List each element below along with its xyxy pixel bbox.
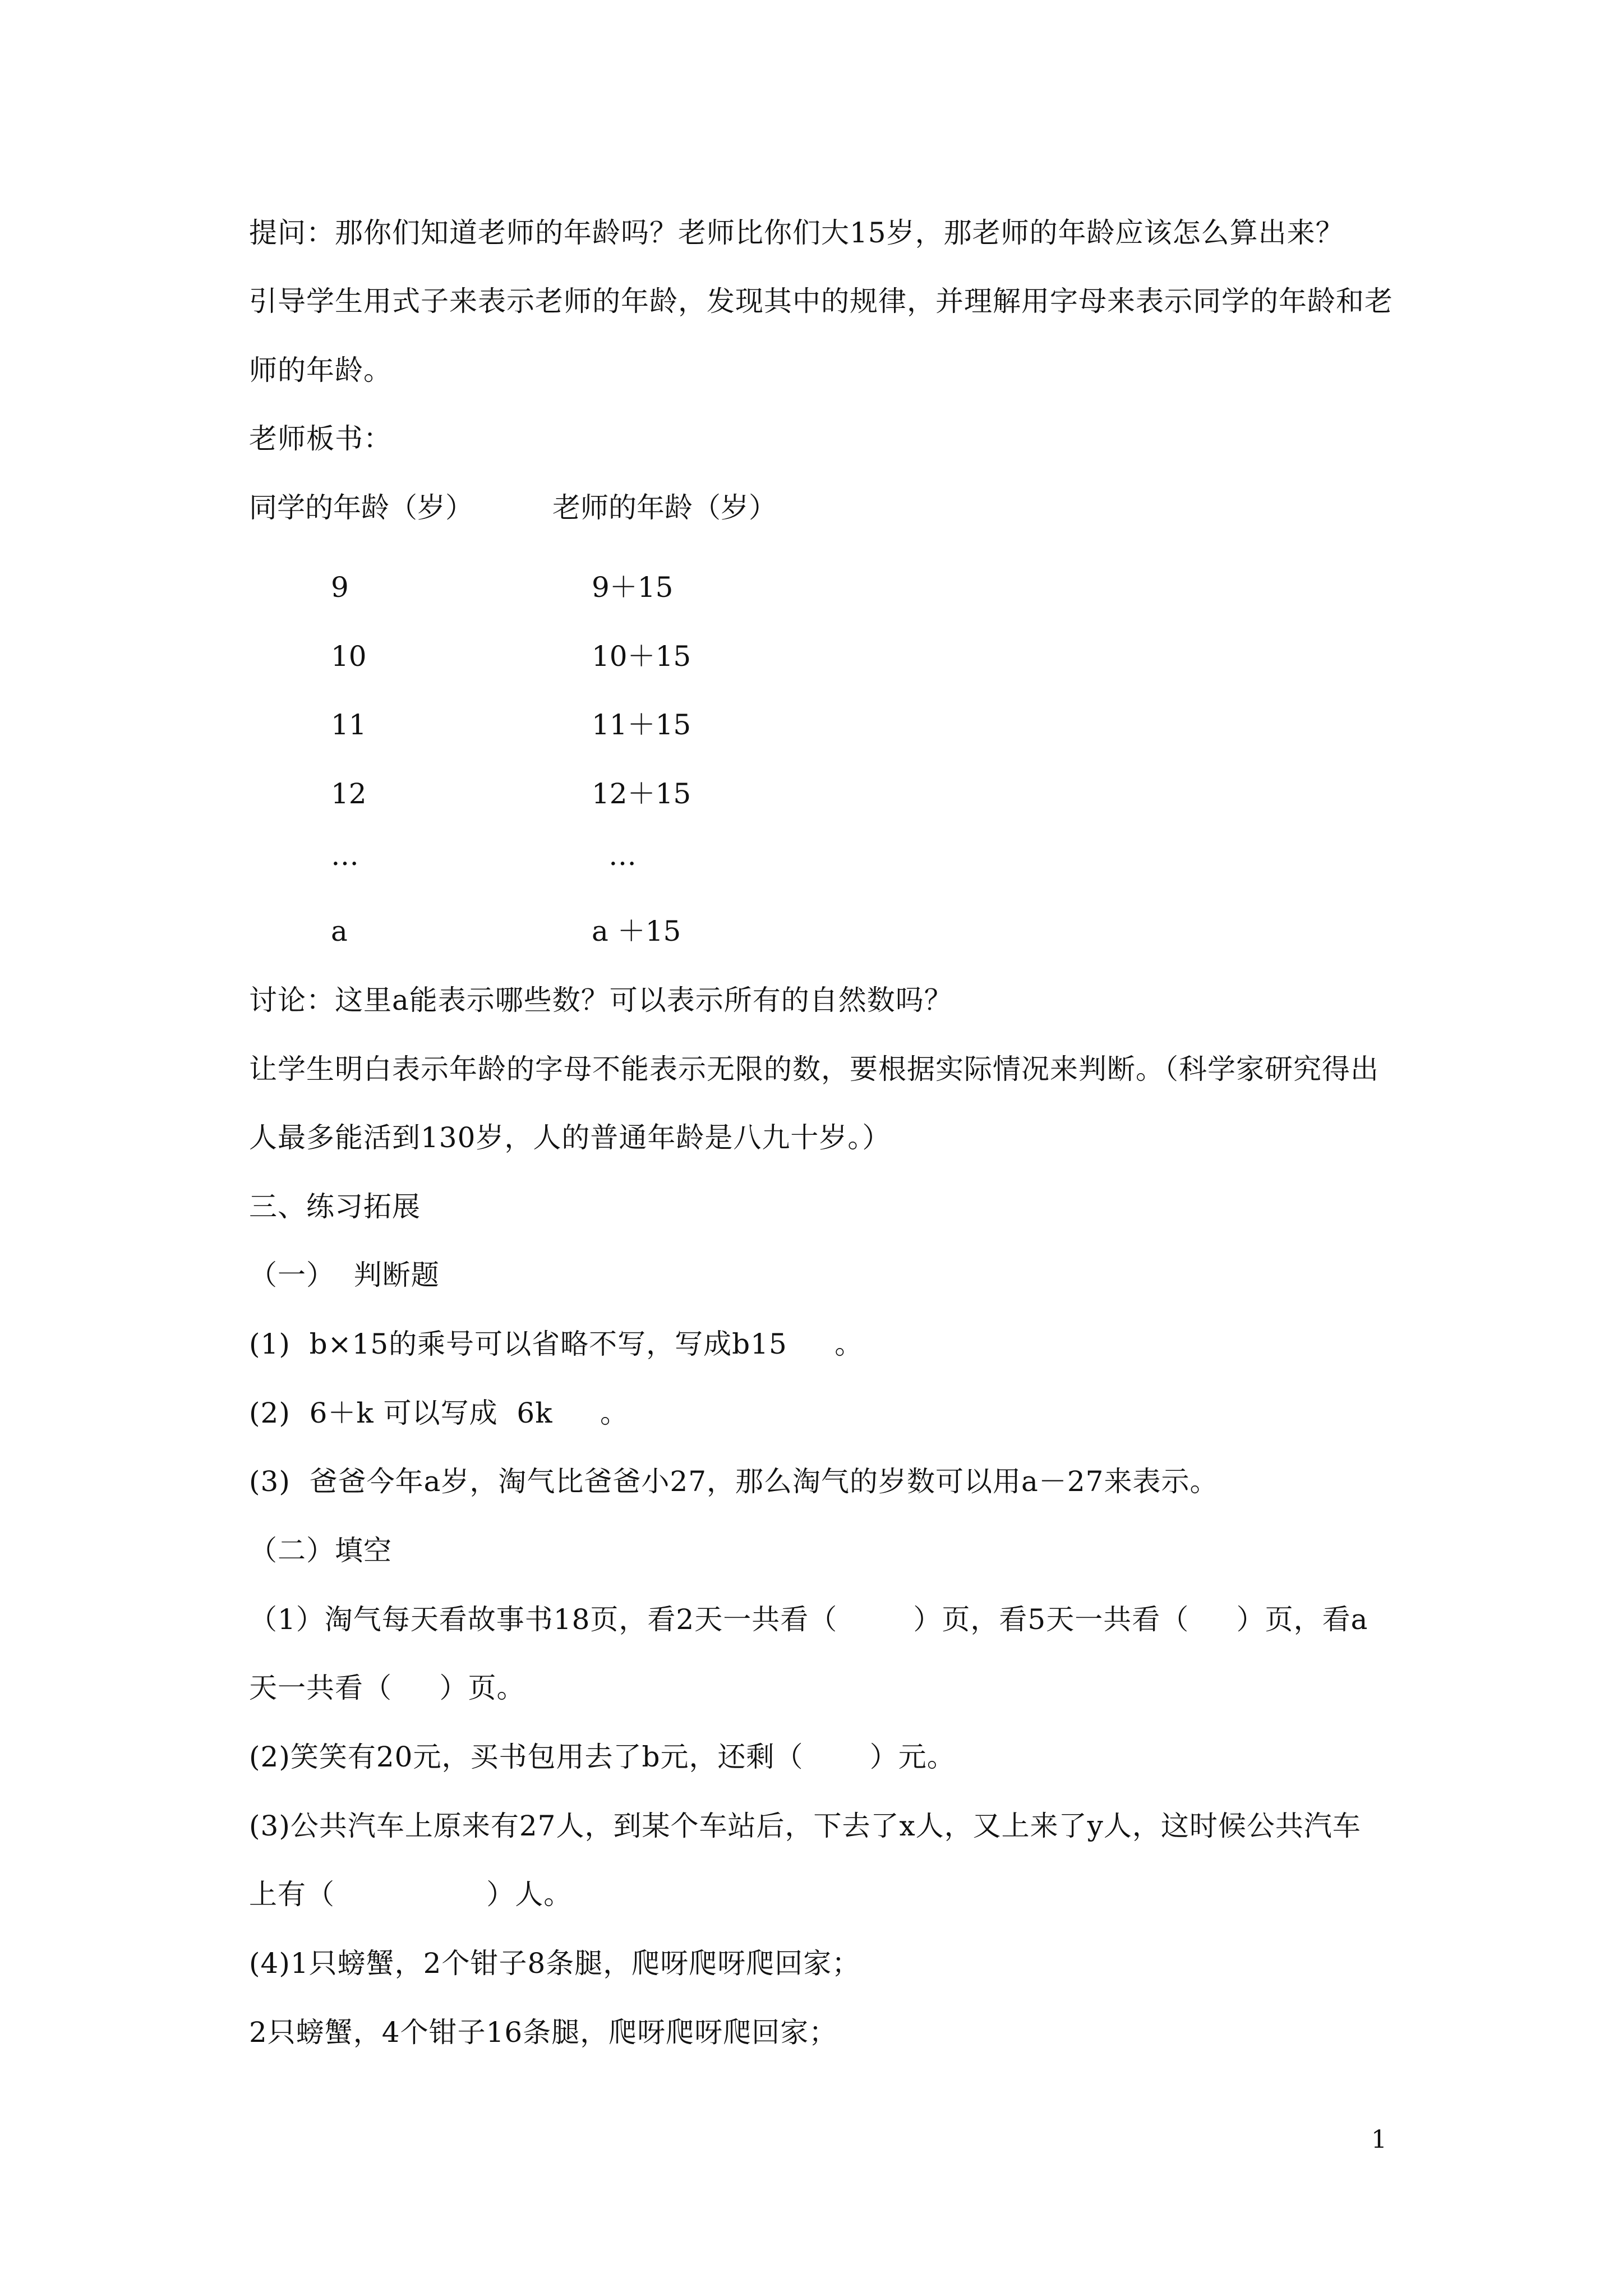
fill-item: 天一共看（ ）页。 [249, 1672, 525, 1704]
judge-subsection-title: （一） 判断题 [249, 1259, 440, 1291]
question-paragraph: 提问：那你们知道老师的年龄吗？老师比你们大15岁，那老师的年龄应该怎么算出来？ [249, 217, 1344, 249]
discussion-answer-line-2: 人最多能活到130岁，人的普通年龄是八九十岁。） [249, 1121, 891, 1154]
table-header-teacher-age: 老师的年龄（岁） [552, 491, 777, 524]
table-cell-student: a [331, 915, 348, 947]
table-cell-student: 10 [331, 640, 367, 673]
section-title: 三、练习拓展 [249, 1190, 421, 1223]
table-cell-student: 11 [331, 708, 367, 741]
table-cell-teacher: 11＋15 [592, 708, 691, 741]
fill-subsection-title: （二）填空 [249, 1534, 392, 1567]
table-cell-teacher: 10＋15 [592, 640, 691, 673]
page-number: 1 [1371, 2125, 1387, 2154]
fill-item: （1）淘气每天看故事书18页，看2天一共看（ ）页，看5天一共看（ ）页，看a [249, 1603, 1368, 1636]
table-cell-teacher: 9＋15 [592, 571, 674, 604]
guidance-paragraph-line-1: 引导学生用式子来表示老师的年龄，发现其中的规律，并理解用字母来表示同学的年龄和老 [249, 285, 1393, 318]
table-header-student-age: 同学的年龄（岁） [249, 491, 473, 524]
fill-item: 2只螃蟹，4个钳子16条腿，爬呀爬呀爬回家； [249, 2016, 838, 2049]
judge-item: (2) 6＋k 可以写成 6k 。 [249, 1397, 629, 1429]
discussion-answer-line-1: 让学生明白表示年龄的字母不能表示无限的数，要根据实际情况来判断。（科学家研究得出 [249, 1053, 1379, 1085]
table-cell-student: 12 [331, 777, 367, 810]
fill-item: (4)1只螃蟹，2个钳子8条腿，爬呀爬呀爬回家； [249, 1947, 861, 1980]
table-cell-student: … [331, 839, 359, 872]
table-cell-teacher: a ＋15 [592, 915, 681, 947]
table-cell-teacher: 12＋15 [592, 777, 691, 810]
board-writing-label: 老师板书： [249, 422, 392, 455]
judge-item: (3) 爸爸今年a岁，淘气比爸爸小27，那么淘气的岁数可以用a－27来表示。 [249, 1465, 1219, 1498]
table-cell-teacher: … [608, 839, 637, 872]
fill-item: (3)公共汽车上原来有27人，到某个车站后，下去了x人，又上来了y人，这时候公共汽车 [249, 1810, 1361, 1842]
discussion-question: 讨论：这里a能表示哪些数？可以表示所有的自然数吗？ [249, 984, 953, 1016]
guidance-paragraph-line-2: 师的年龄。 [249, 354, 392, 386]
judge-item: (1) b×15的乘号可以省略不写，写成b15 。 [249, 1328, 864, 1360]
fill-item: (2)笑笑有20元，买书包用去了b元，还剩（ ）元。 [249, 1741, 956, 1773]
fill-item: 上有（ ）人。 [249, 1878, 573, 1911]
table-cell-student: 9 [331, 571, 349, 604]
